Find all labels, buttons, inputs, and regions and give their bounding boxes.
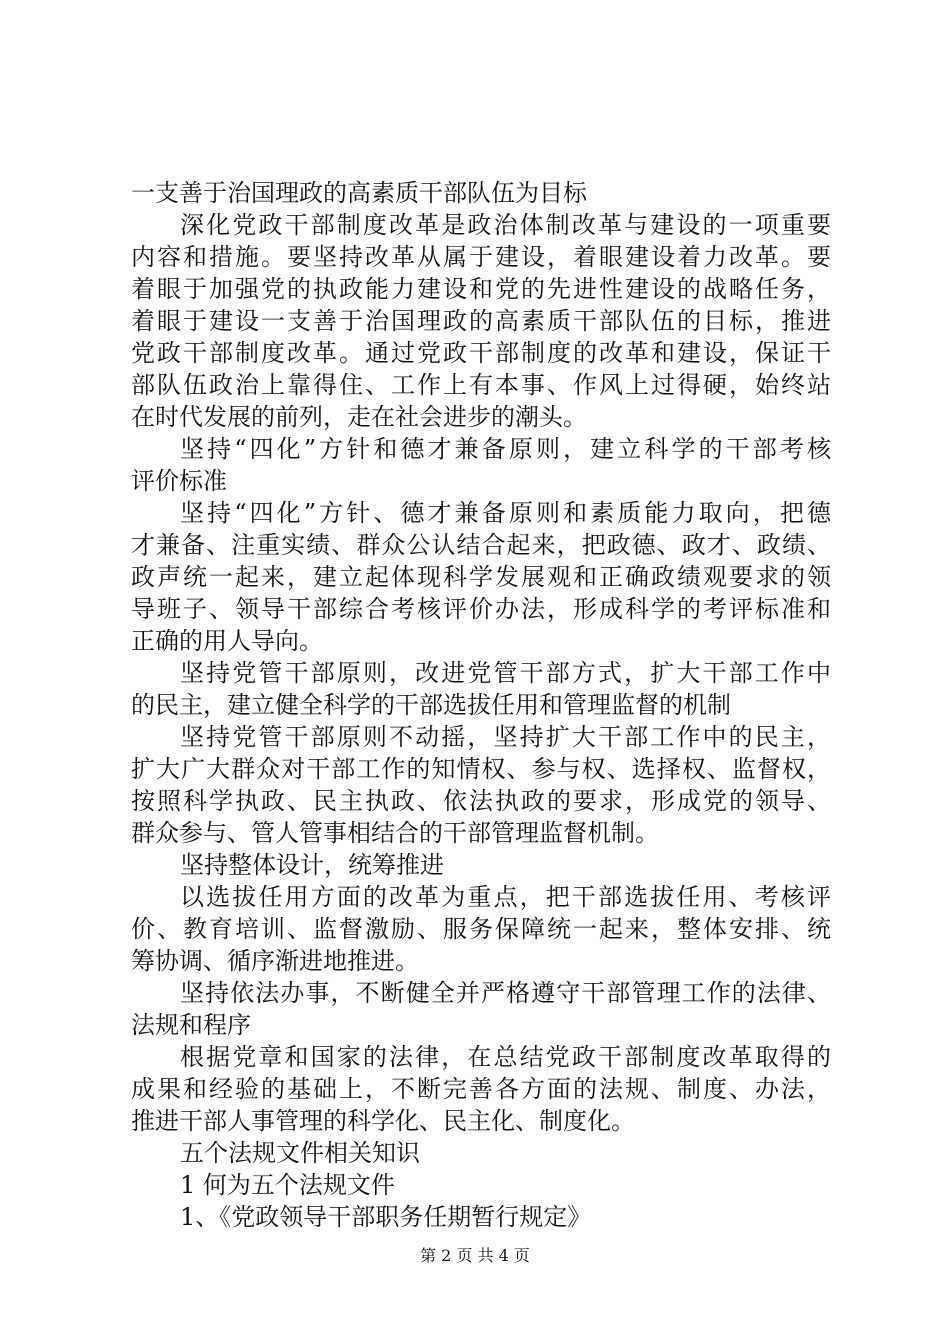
text-line: 价、教育培训、监督激励、服务保障统一起来，整体安排、统 <box>131 915 831 943</box>
page-footer <box>0 1246 950 1266</box>
text-line: 法规和程序 <box>131 1011 251 1039</box>
text-line: 坚持党管干部原则不动摇，坚持扩大干部工作中的民主， <box>180 723 831 751</box>
text-line: 根据党章和国家的法律，在总结党政干部制度改革取得的 <box>180 1043 831 1071</box>
document-body <box>131 177 831 1233</box>
text-line: 的民主，建立健全科学的干部选拔任用和管理监督的机制 <box>131 691 731 719</box>
text-line: 筹协调、循序渐进地推进。 <box>131 947 419 975</box>
text-line: 坚持整体设计，统筹推进 <box>180 851 444 879</box>
text-line: 群众参与、管人管事相结合的干部管理监督机制。 <box>131 819 659 847</box>
text-line: 五个法规文件相关知识 <box>180 1139 420 1167</box>
text-line: 着眼于加强党的执政能力建设和党的先进性建设的战略任务， <box>131 275 831 303</box>
text-line: 深化党政干部制度改革是政治体制改革与建设的一项重要 <box>180 211 831 239</box>
text-line: 党政干部制度改革。通过党政干部制度的改革和建设，保证干 <box>131 339 831 367</box>
text-line: 以选拔任用方面的改革为重点，把干部选拔任用、考核评 <box>180 883 831 911</box>
text-line: 一支善于治国理政的高素质干部队伍为目标 <box>131 179 587 207</box>
text-line: 推进干部人事管理的科学化、民主化、制度化。 <box>131 1107 635 1135</box>
text-line: 着眼于建设一支善于治国理政的高素质干部队伍的目标，推进 <box>131 307 831 335</box>
text-line: 按照科学执政、民主执政、依法执政的要求，形成党的领导、 <box>131 787 831 815</box>
text-line: 导班子、领导干部综合考核评价办法，形成科学的考评标准和 <box>131 595 831 623</box>
text-line: 成果和经验的基础上，不断完善各方面的法规、制度、办法， <box>131 1075 831 1103</box>
text-line: 坚持党管干部原则，改进党管干部方式，扩大干部工作中 <box>180 659 831 687</box>
text-line: 部队伍政治上靠得住、工作上有本事、作风上过得硬，始终站 <box>131 371 831 399</box>
page-number: 第 2 页 共 4 页 <box>420 1246 530 1265</box>
text-line: 坚持依法办事，不断健全并严格遵守干部管理工作的法律、 <box>180 979 831 1007</box>
text-line: 1、《党政领导干部职务任期暂行规定》 <box>180 1203 592 1231</box>
text-line: 坚持“四化”方针、德才兼备原则和素质能力取向，把德 <box>180 499 831 527</box>
text-line: 内容和措施。要坚持改革从属于建设，着眼建设着力改革。要 <box>131 243 831 271</box>
text-line: 正确的用人导向。 <box>131 627 323 655</box>
text-line: 政声统一起来，建立起体现科学发展观和正确政绩观要求的领 <box>131 563 831 591</box>
text-line: 扩大广大群众对干部工作的知情权、参与权、选择权、监督权， <box>131 755 831 783</box>
text-line: 在时代发展的前列，走在社会进步的潮头。 <box>131 403 587 431</box>
text-line: 才兼备、注重实绩、群众公认结合起来，把政德、政才、政绩、 <box>131 531 831 559</box>
text-line: 评价标准 <box>131 467 227 495</box>
text-line: 坚持“四化”方针和德才兼备原则，建立科学的干部考核 <box>180 435 831 463</box>
text-line: 1 何为五个法规文件 <box>180 1171 395 1199</box>
